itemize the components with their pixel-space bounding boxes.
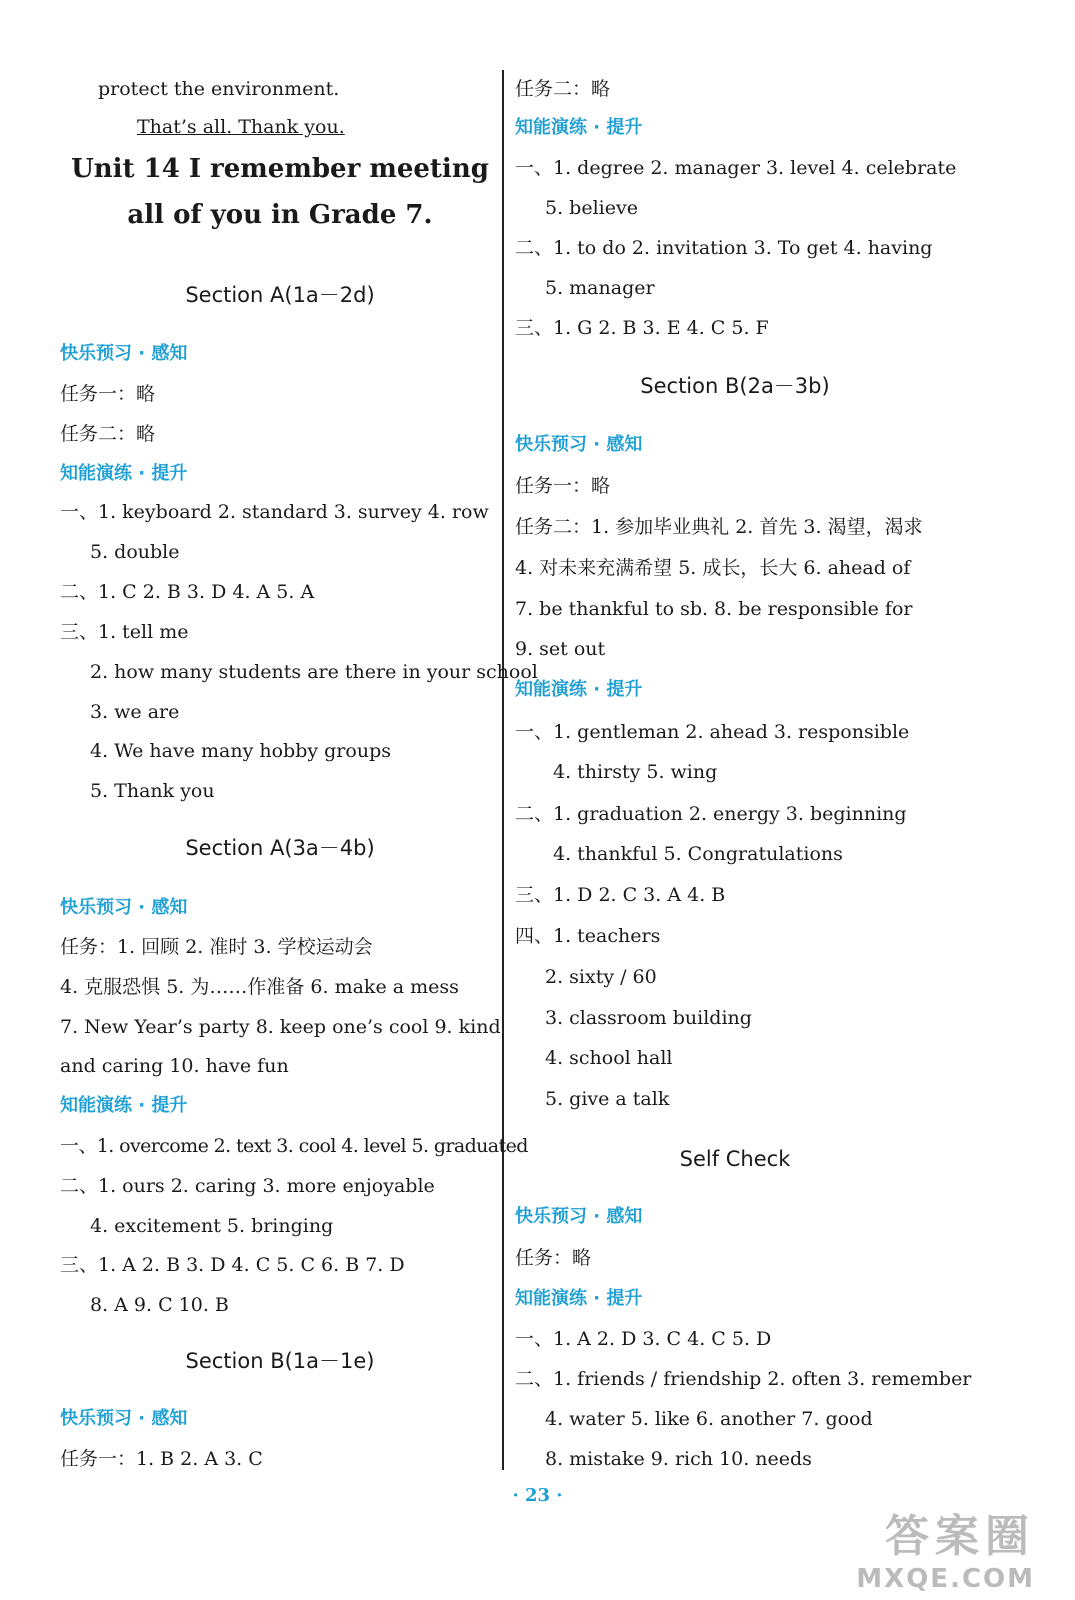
subheading-practice: 知能演练 · 提升 <box>515 679 643 700</box>
page-number: · 23 · <box>512 1485 563 1506</box>
unit-title-line2: all of you in Grade 7. <box>127 200 433 230</box>
answer-line: 任务一：略 <box>515 475 611 497</box>
answer-line: 一、1. A 2. D 3. C 4. C 5. D <box>515 1328 772 1350</box>
answer-line: 二、1. to do 2. invitation 3. To get 4. having <box>515 237 933 259</box>
answer-line: 任务二：1. 参加毕业典礼 2. 首先 3. 渴望，渴求 <box>515 516 923 538</box>
answer-line: 一、1. keyboard 2. standard 3. survey 4. row <box>60 501 489 523</box>
answer-line: 二、1. ours 2. caring 3. more enjoyable <box>60 1175 435 1197</box>
answer-line: 7. be thankful to sb. 8. be responsible for <box>515 598 913 620</box>
answer-line: 任务一：1. B 2. A 3. C <box>60 1448 263 1470</box>
column-divider <box>502 70 504 1470</box>
watermark-logo <box>856 1500 1035 1594</box>
answer-line: 7. New Year’s party 8. keep one’s cool 9. kind <box>60 1016 501 1038</box>
answer-line: 任务：1. 回顾 2. 准时 3. 学校运动会 <box>60 936 373 958</box>
answer-line: 4. thankful 5. Congratulations <box>553 843 843 865</box>
answer-line: 4. excitement 5. bringing <box>90 1215 334 1237</box>
answer-line: 三、1. A 2. B 3. D 4. C 5. C 6. B 7. D <box>60 1254 405 1276</box>
answer-line: 9. set out <box>515 638 606 660</box>
section-heading: Self Check <box>679 1147 791 1171</box>
answer-line: 4. We have many hobby groups <box>90 740 391 762</box>
answer-line: 二、1. friends / friendship 2. often 3. remember <box>515 1368 972 1390</box>
answer-line: 4. 克服恐惧 5. 为……作准备 6. make a mess <box>60 976 459 998</box>
watermark-url: MXQE.COM <box>856 1564 1035 1594</box>
answer-line: 任务：略 <box>515 1247 592 1269</box>
answer-line: 2. how many students are there in your school <box>90 661 538 683</box>
answer-line: 一、1. overcome 2. text 3. cool 4. level 5. graduated <box>60 1135 528 1157</box>
subheading-preview: 快乐预习 · 感知 <box>60 897 188 918</box>
section-heading: Section A(1a－2d) <box>185 283 375 307</box>
answer-line: 3. we are <box>90 701 180 723</box>
answer-line: 4. 对未来充满希望 5. 成长，长大 6. ahead of <box>515 557 911 579</box>
answer-line: 三、1. G 2. B 3. E 4. C 5. F <box>515 317 769 339</box>
answer-line: 2. sixty / 60 <box>545 966 657 988</box>
answer-line: 4. water 5. like 6. another 7. good <box>545 1408 873 1430</box>
subheading-practice: 知能演练 · 提升 <box>515 117 643 138</box>
answer-line: 8. A 9. C 10. B <box>90 1294 229 1316</box>
answer-line: 四、1. teachers <box>515 925 661 947</box>
answer-line: 任务一：略 <box>60 383 156 405</box>
answer-line: 二、1. graduation 2. energy 3. beginning <box>515 803 907 825</box>
subheading-preview: 快乐预习 · 感知 <box>60 343 188 364</box>
answer-line: 一、1. gentleman 2. ahead 3. responsible <box>515 721 910 743</box>
watermark-text: 答案圈 <box>885 1511 1035 1562</box>
answer-line: 8. mistake 9. rich 10. needs <box>545 1448 812 1470</box>
answer-line: 三、1. D 2. C 3. A 4. B <box>515 884 726 906</box>
answer-line: and caring 10. have fun <box>60 1055 289 1077</box>
text-line: That’s all. Thank you. <box>137 116 345 138</box>
unit-title-line1: Unit 14 I remember meeting <box>71 154 489 184</box>
answer-line: 一、1. degree 2. manager 3. level 4. celebrate <box>515 157 957 179</box>
subheading-practice: 知能演练 · 提升 <box>60 463 188 484</box>
answer-line: 5. give a talk <box>545 1088 670 1110</box>
text-line: protect the environment. <box>98 78 340 100</box>
subheading-preview: 快乐预习 · 感知 <box>515 1206 643 1227</box>
section-heading: Section A(3a－4b) <box>185 836 375 860</box>
answer-line: 任务二：略 <box>515 78 611 100</box>
answer-line: 5. believe <box>545 197 638 219</box>
answer-line: 5. double <box>90 541 180 563</box>
section-heading: Section B(1a－1e) <box>185 1349 375 1373</box>
subheading-practice: 知能演练 · 提升 <box>515 1288 643 1309</box>
subheading-practice: 知能演练 · 提升 <box>60 1095 188 1116</box>
answer-line: 4. thirsty 5. wing <box>553 761 718 783</box>
subheading-preview: 快乐预习 · 感知 <box>60 1408 188 1429</box>
answer-line: 任务二：略 <box>60 423 156 445</box>
section-heading: Section B(2a－3b) <box>640 374 830 398</box>
answer-line: 4. school hall <box>545 1047 673 1069</box>
answer-line: 二、1. C 2. B 3. D 4. A 5. A <box>60 581 315 603</box>
answer-line: 三、1. tell me <box>60 621 189 643</box>
subheading-preview: 快乐预习 · 感知 <box>515 434 643 455</box>
answer-line: 5. Thank you <box>90 780 215 802</box>
answer-line: 5. manager <box>545 277 655 299</box>
answer-line: 3. classroom building <box>545 1007 752 1029</box>
